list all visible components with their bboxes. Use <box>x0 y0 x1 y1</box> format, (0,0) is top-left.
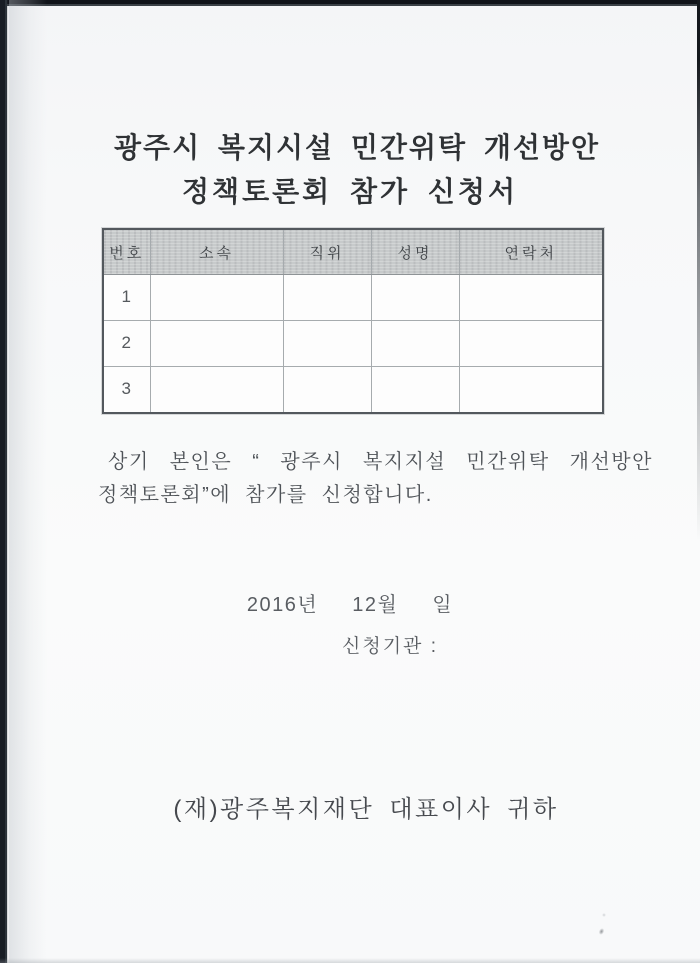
scan-edge-top <box>0 0 700 8</box>
contact-cell <box>459 366 603 413</box>
table-row <box>103 366 603 413</box>
col-header-number: 번호 <box>103 229 150 275</box>
name-cell <box>371 320 459 366</box>
affiliation-cell <box>150 275 283 321</box>
position-cell <box>283 366 371 413</box>
row-number-cell: 2 <box>103 320 150 366</box>
statement-line2: 정책토론회”에 참가를 신청합니다. <box>98 484 433 506</box>
contact-cell <box>459 320 603 366</box>
closing-addressee: (재)광주복지재단 대표이사 귀하 <box>173 796 559 823</box>
form-title-line2: 정책토론회 참가 신청서 <box>181 176 519 207</box>
table-header-row <box>103 229 603 275</box>
position-cell <box>283 320 371 366</box>
row-number-cell: 1 <box>103 275 150 321</box>
row-number-cell: 3 <box>103 366 150 413</box>
application-statement <box>98 446 653 512</box>
form-title <box>0 126 700 214</box>
name-cell <box>371 366 459 413</box>
table-row <box>103 275 603 321</box>
position-cell <box>283 275 371 321</box>
scan-speck <box>602 913 606 917</box>
col-header-contact: 연락처 <box>459 229 603 275</box>
affiliation-cell <box>150 366 283 413</box>
table-row <box>103 320 603 366</box>
col-header-name: 성명 <box>371 229 459 275</box>
affiliation-cell <box>150 320 283 366</box>
contact-cell <box>459 275 603 321</box>
form-title-line1: 광주시 복지시설 민간위탁 개선방안 <box>113 132 601 163</box>
date-day-label: 일 <box>432 594 454 616</box>
col-header-affiliation: 소속 <box>150 229 283 275</box>
name-cell <box>371 275 459 321</box>
col-header-position: 직위 <box>283 229 371 275</box>
date-line <box>0 588 700 617</box>
date-month: 12월 <box>352 594 399 616</box>
scan-speck <box>598 927 605 935</box>
scan-edge-bottom <box>0 958 700 963</box>
participants-table <box>102 228 604 414</box>
applicant-org-label: 신청기관 : <box>342 636 438 657</box>
statement-line1: 상기 본인은 “ 광주시 복지지설 민간위탁 개선방안 <box>108 451 653 473</box>
date-year: 2016년 <box>246 594 319 616</box>
